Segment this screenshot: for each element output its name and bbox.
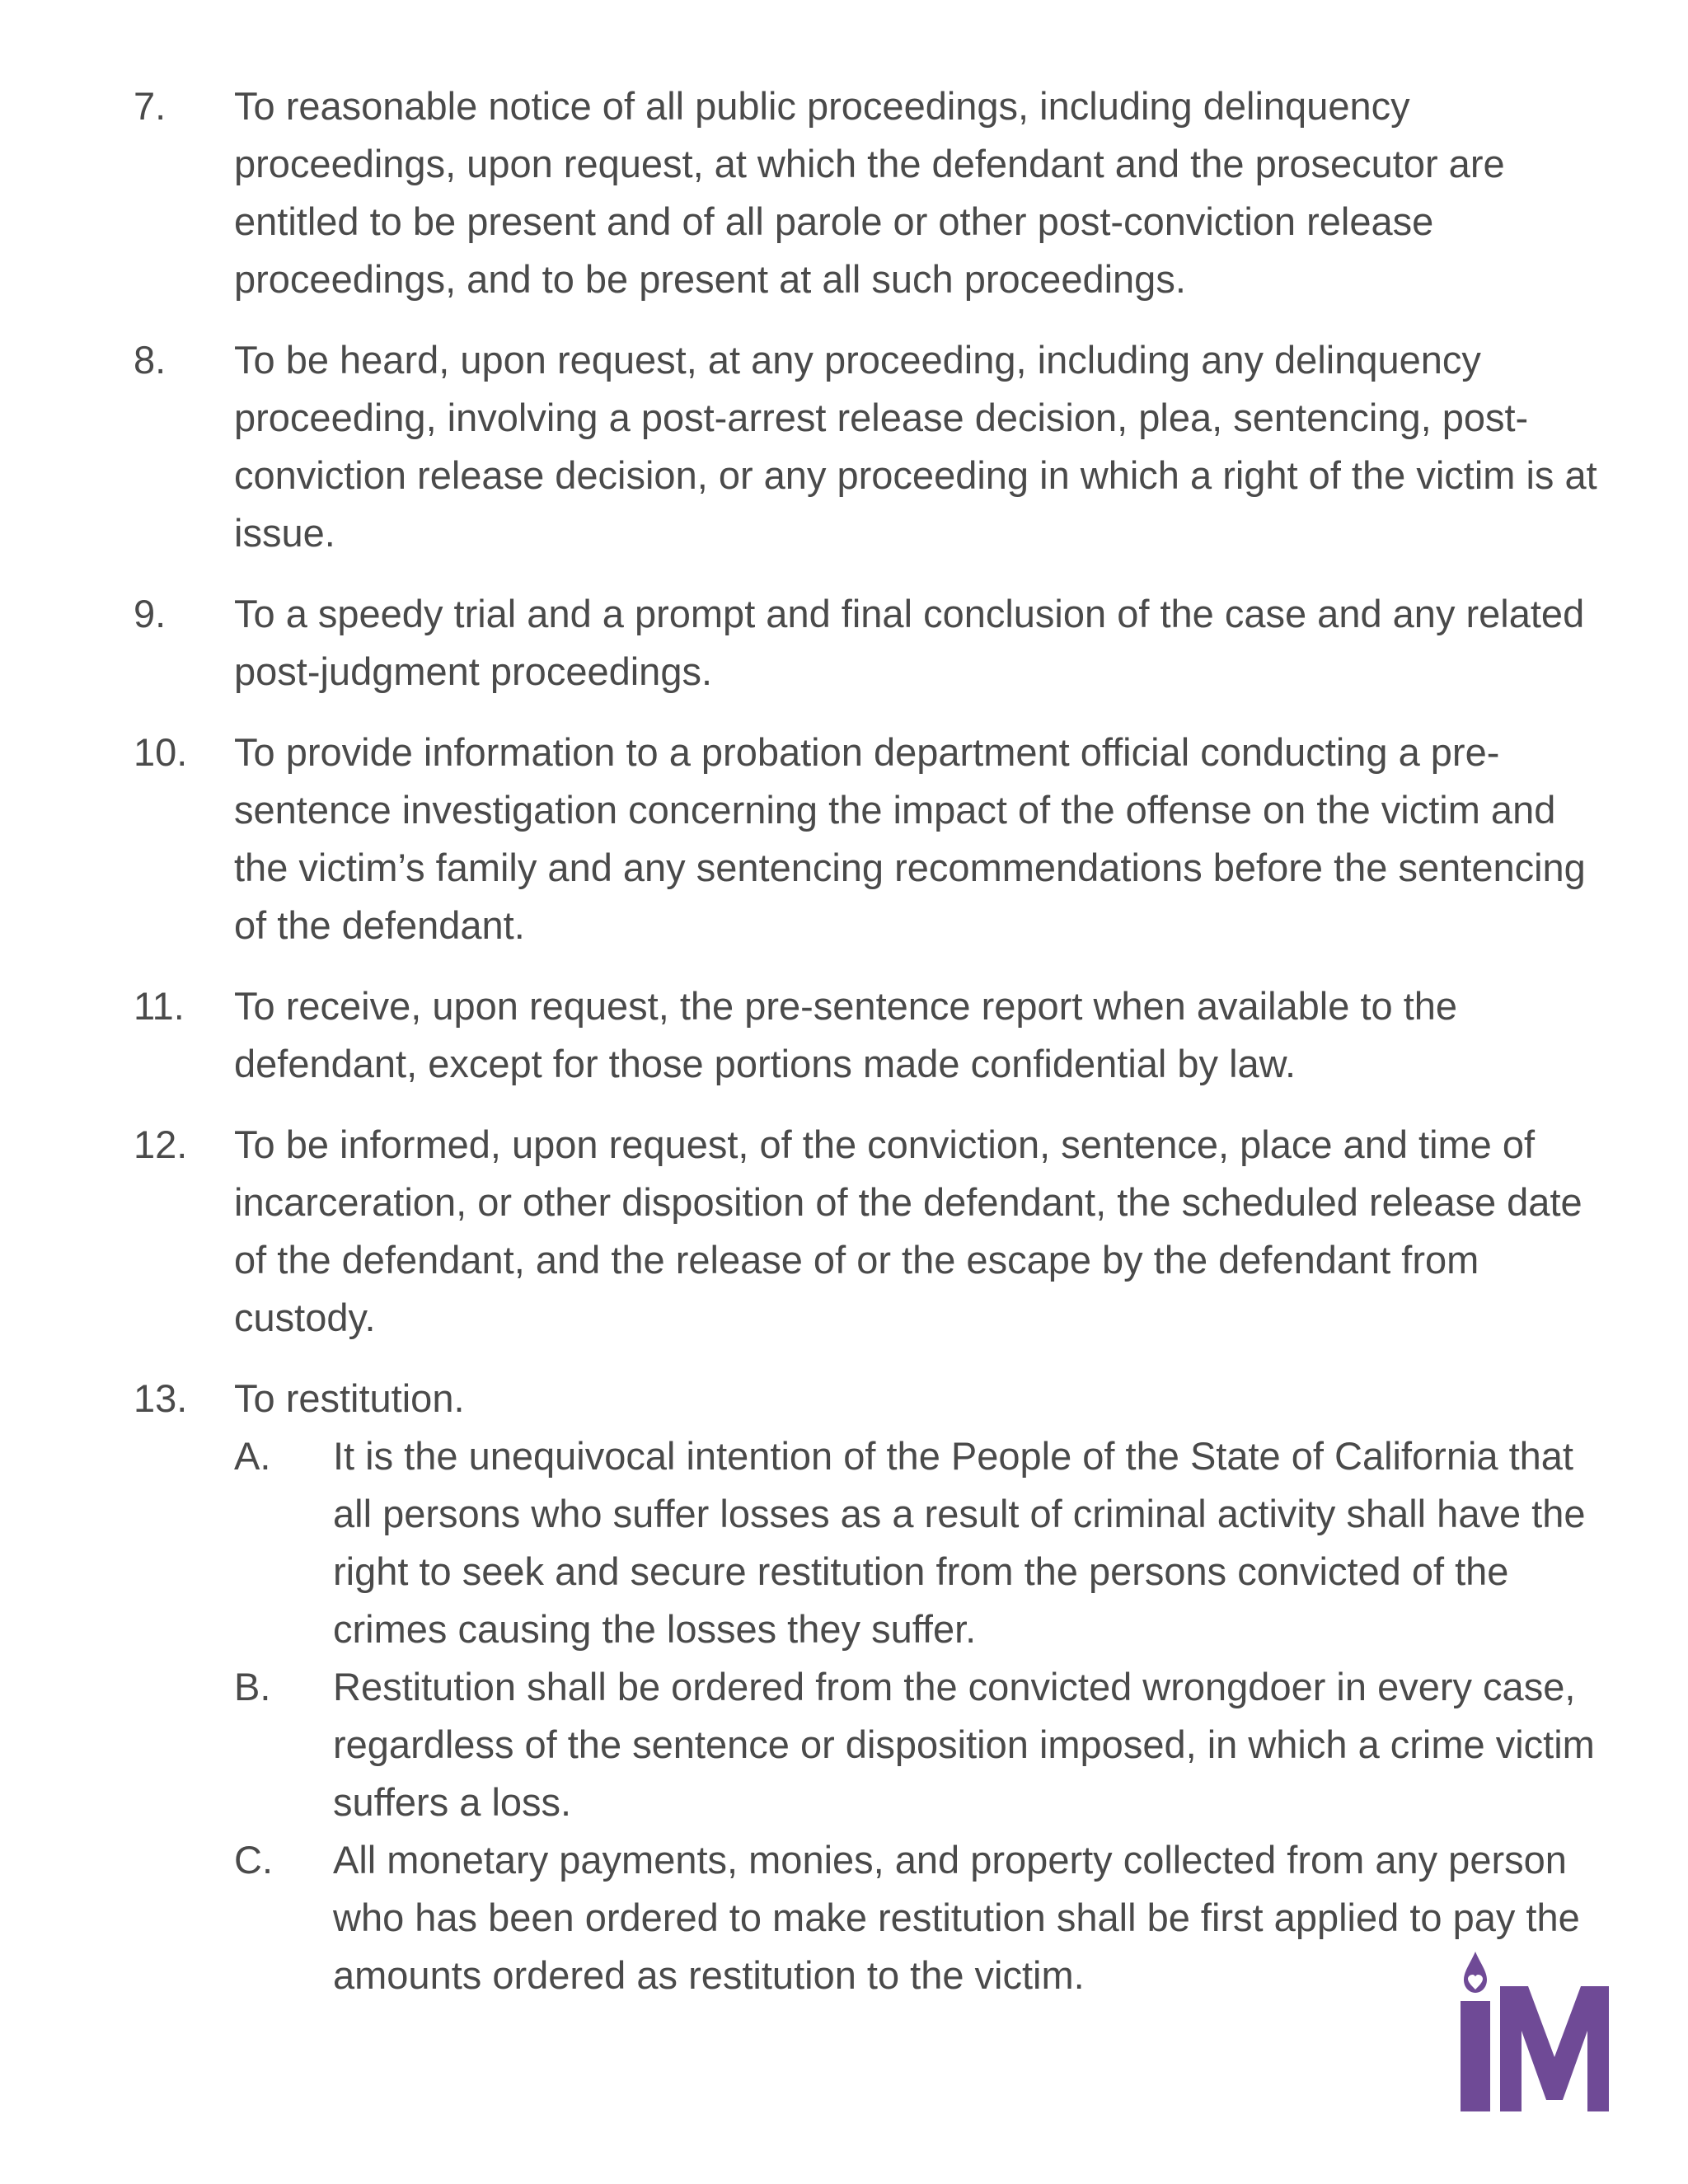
- list-item-12: [134, 1116, 1617, 1347]
- item-text: To restitution.: [234, 1376, 465, 1420]
- item-text: To a speedy trial and a prompt and final conclusion of the case and any related post-judgment proceedings.: [234, 592, 1585, 693]
- subitem-text: It is the unequivocal intention of the People of the State of California that all persons who suffer losses as a result of criminal activity shall have the right to seek and secure restitution from the persons convicted of the crimes causing the losses they suffer.: [333, 1434, 1586, 1651]
- subitem-letter: B.: [234, 1665, 271, 1708]
- subitem-text: All monetary payments, monies, and property collected from any person who has been ordered to make restitution shall be first applied to pay the amounts ordered as restitution to the victim.: [333, 1838, 1580, 1997]
- subitem-letter: A.: [234, 1434, 271, 1478]
- item-text: To reasonable notice of all public proceedings, including delinquency proceedings, upon request, at which the defendant and the prosecutor are entitled to be present and of all parole or other post-conviction release proceedings, and to be present at all such proceedings.: [234, 84, 1505, 301]
- subitem-letter: C.: [234, 1838, 273, 1882]
- im-logo: [1452, 1952, 1617, 2116]
- sublist-item-a: [234, 1427, 1617, 1658]
- rights-list: [134, 77, 1617, 2027]
- list-item-8: [134, 331, 1617, 562]
- item-text: To be heard, upon request, at any proceeding, including any delinquency proceeding, involving a post-arrest release decision, plea, sentencing, post-conviction release decision, or any proceeding in which a right of the victim is at issue.: [234, 338, 1597, 555]
- restitution-sublist: [234, 1427, 1617, 2004]
- list-item-11: [134, 977, 1617, 1093]
- list-item-7: [134, 77, 1617, 308]
- item-number: 13.: [134, 1376, 188, 1420]
- list-item-9: [134, 585, 1617, 701]
- item-number: 7.: [134, 84, 166, 128]
- list-item-13: [134, 1370, 1617, 2004]
- sublist-item-c: [234, 1831, 1617, 2004]
- item-number: 11.: [134, 984, 185, 1028]
- list-item-10: [134, 724, 1617, 954]
- item-text: To provide information to a probation department official conducting a pre-sentence investigation concerning the impact of the offense on the victim and the victim’s family and any sentencing recommendations before the sentencing of the defendant.: [234, 730, 1586, 947]
- item-number: 8.: [134, 338, 166, 382]
- item-text: To receive, upon request, the pre-sentence report when available to the defendant, except for those portions made confidential by law.: [234, 984, 1458, 1085]
- item-number: 9.: [134, 592, 166, 635]
- item-number: 12.: [134, 1122, 188, 1166]
- item-number: 10.: [134, 730, 188, 774]
- candle-flame-logo-icon: [1452, 1952, 1617, 2116]
- item-text: To be informed, upon request, of the conviction, sentence, place and time of incarceration, or other disposition of the defendant, the scheduled release date of the defendant, and the release of or the escape by the defendant from custody.: [234, 1122, 1582, 1339]
- subitem-text: Restitution shall be ordered from the convicted wrongdoer in every case, regardless of the sentence or disposition imposed, in which a crime victim suffers a loss.: [333, 1665, 1595, 1824]
- sublist-item-b: [234, 1658, 1617, 1831]
